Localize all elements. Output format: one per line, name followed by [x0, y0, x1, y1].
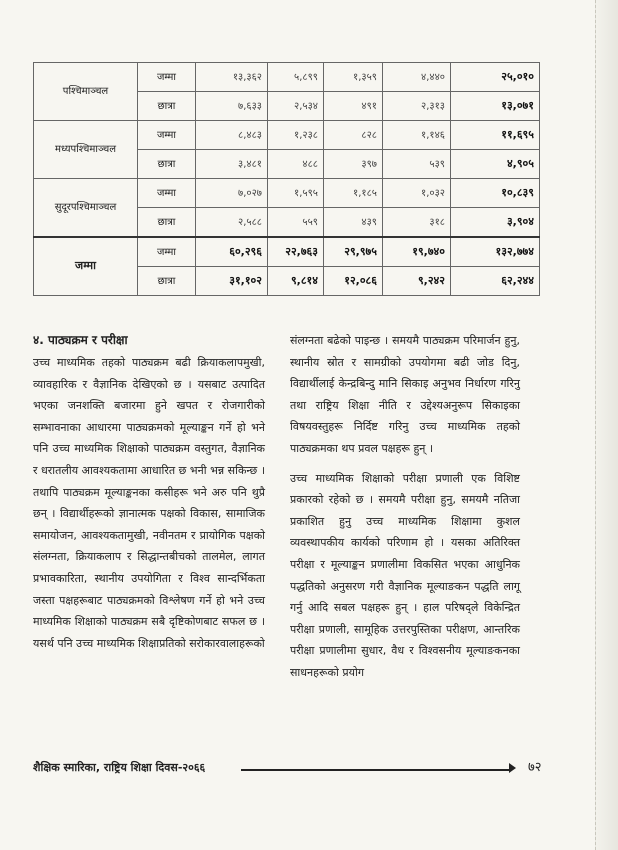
value-cell: ३,४८१ — [196, 150, 268, 179]
value-cell: २,३१३ — [383, 92, 451, 121]
body-paragraph: संलग्नता बढेको पाइन्छ । समयमै पाठ्यक्रम परिमार्जन हुनु, स्थानीय स्रोत र सामग्रीको उपयोगमा बढी जोड दिनु, विद्यार्थीलाई केन्द्रबिन्दु मानि सिकाइ अनुभव निर्धारण गरिनु तथा राष्ट्रिय शिक्षा नीति र उद्देश्यअनुरूप सिकाइका विषयवस्तुहरू निर्दिष्ट गरिनु उच्च माध्यमिक तहको पाठ्यक्रमका थप प्रवल पक्षहरू हुन् । — [290, 334, 520, 455]
value-cell: ५३९ — [383, 150, 451, 179]
value-cell: १,०३२ — [383, 179, 451, 208]
value-cell: १,१४६ — [383, 121, 451, 150]
value-cell: १३,३६२ — [196, 63, 268, 92]
value-cell: १,५९५ — [268, 179, 324, 208]
value-cell: ४८८ — [268, 150, 324, 179]
value-cell: १९,७४० — [383, 237, 451, 267]
scan-edge — [595, 0, 618, 850]
region-cell: पश्चिमाञ्चल — [34, 63, 138, 121]
left-column — [33, 330, 265, 662]
value-cell: २२,७६३ — [268, 237, 324, 267]
total-cell: २५,०१० — [451, 63, 540, 92]
region-cell: जम्मा — [34, 237, 138, 296]
value-cell: ५,८९९ — [268, 63, 324, 92]
value-cell: ४९१ — [324, 92, 383, 121]
value-cell: २९,९७५ — [324, 237, 383, 267]
total-cell: ४,९०५ — [451, 150, 540, 179]
value-cell: ४३९ — [324, 208, 383, 238]
value-cell: १,१८५ — [324, 179, 383, 208]
type-cell: छात्रा — [138, 208, 196, 238]
enrollment-table — [33, 62, 540, 296]
table-row — [34, 121, 540, 150]
body-paragraph: उच्च माध्यमिक तहको पाठ्यक्रम बढी क्रियाकलापमुखी, व्यावहारिक र वैज्ञानिक देखिएको छ । यसबाट उत्पादित भएका जनशक्ति बजारमा हुने खपत र रोजगारीको सम्भावनाका आधारमा पाठ्यक्रमको मूल्याङ्कन गर्ने हो भने पनि उच्च माध्यमिक शिक्षाको पाठ्यक्रम वस्तुगत, वैज्ञानिक र धरातलीय आवश्यकतामा आधारित छ भनी भन्न सकिन्छ । तथापि पाठ्यक्रम मूल्याङ्कनका कसीहरू भने अरु पनि थुप्रै छन् । विद्यार्थीहरूको ज्ञानात्मक पक्षको विकास, सामाजिक समायोजन, आवश्यकतामुखी, नवीनतम र प्रायोगिक पक्षको संलग्नता, क्रियाकलाप र सिद्धान्तबीचको तालमेल, लागत प्रभावकारिता, स्थानीय उपयोगिता र विश्व सान्दर्भिकता जस्ता पक्षहरूबाट पाठ्यक्रमको विश्लेषण गर्ने हो भने उच्च माध्यमिक शिक्षाको पाठ्यक्रम सबै दृष्टिकोणबाट सफल छ । यसर्थ पनि उच्च माध्यमिक शिक्षाप्रतिको सरोकारवालाहरूको — [33, 356, 265, 650]
type-cell: जम्मा — [138, 237, 196, 267]
footer-rule — [241, 769, 509, 771]
total-cell: ६२,२४४ — [451, 267, 540, 296]
total-cell: १३२,७७४ — [451, 237, 540, 267]
total-cell: १३,०७१ — [451, 92, 540, 121]
total-cell: १०,८३९ — [451, 179, 540, 208]
arrow-right-icon — [509, 763, 516, 773]
type-cell: छात्रा — [138, 267, 196, 296]
type-cell: छात्रा — [138, 150, 196, 179]
value-cell: १,२३८ — [268, 121, 324, 150]
type-cell: जम्मा — [138, 179, 196, 208]
total-cell: ३,९०४ — [451, 208, 540, 238]
value-cell: १,३५९ — [324, 63, 383, 92]
right-column — [290, 330, 520, 692]
region-cell: मध्यपश्चिमाञ्चल — [34, 121, 138, 179]
type-cell: जम्मा — [138, 121, 196, 150]
value-cell: ७,६३३ — [196, 92, 268, 121]
type-cell: छात्रा — [138, 92, 196, 121]
value-cell: २,५८८ — [196, 208, 268, 238]
value-cell: २,५३४ — [268, 92, 324, 121]
value-cell: ९,८१४ — [268, 267, 324, 296]
table-row — [34, 63, 540, 92]
value-cell: ८,४८३ — [196, 121, 268, 150]
value-cell: ३१,१०२ — [196, 267, 268, 296]
value-cell: ६०,२९६ — [196, 237, 268, 267]
value-cell: ९,२४२ — [383, 267, 451, 296]
value-cell: ३१८ — [383, 208, 451, 238]
value-cell: ८२८ — [324, 121, 383, 150]
total-cell: ११,६९५ — [451, 121, 540, 150]
body-paragraph: उच्च माध्यमिक शिक्षाको परीक्षा प्रणाली एक विशिष्ट प्रकारको रहेको छ । समयमै परीक्षा हुनु, समयमै नतिजा प्रकाशित हुनु उच्च माध्यमिक शिक्षामा कुशल व्यवस्थापकीय कार्यको परिणाम हो । यसका अतिरिक्त परीक्षा र मूल्याङ्कन प्रणालीमा विकसित भएका आधुनिक पद्धतिको अनुसरण गरी वैज्ञानिक मूल्याङकन पद्धति लागू गर्नु आदि सबल पक्षहरू हुन् । हाल परिषद्ले विकेन्द्रित परीक्षा प्रणाली, सामूहिक उत्तरपुस्तिका परीक्षण, आन्तरिक परीक्षा प्रणालीमा सुधार, वैध र विश्वसनीय मूल्याङकनका साधनहरूको प्रयोग — [290, 471, 520, 679]
value-cell: १२,०८६ — [324, 267, 383, 296]
page-number: ७२ — [528, 760, 542, 775]
value-cell: ४,४४० — [383, 63, 451, 92]
table-row-total — [34, 237, 540, 267]
value-cell: ३९७ — [324, 150, 383, 179]
value-cell: ७,०२७ — [196, 179, 268, 208]
value-cell: ५५९ — [268, 208, 324, 238]
page-footer — [33, 760, 543, 780]
publication-title: शैक्षिक स्मारिका, राष्ट्रिय शिक्षा दिवस-२०६६ — [33, 761, 206, 774]
table-row — [34, 179, 540, 208]
section-heading: ४. पाठ्यक्रम र परीक्षा — [33, 333, 128, 347]
type-cell: जम्मा — [138, 63, 196, 92]
region-cell: सुदूरपश्चिमाञ्चल — [34, 179, 138, 238]
